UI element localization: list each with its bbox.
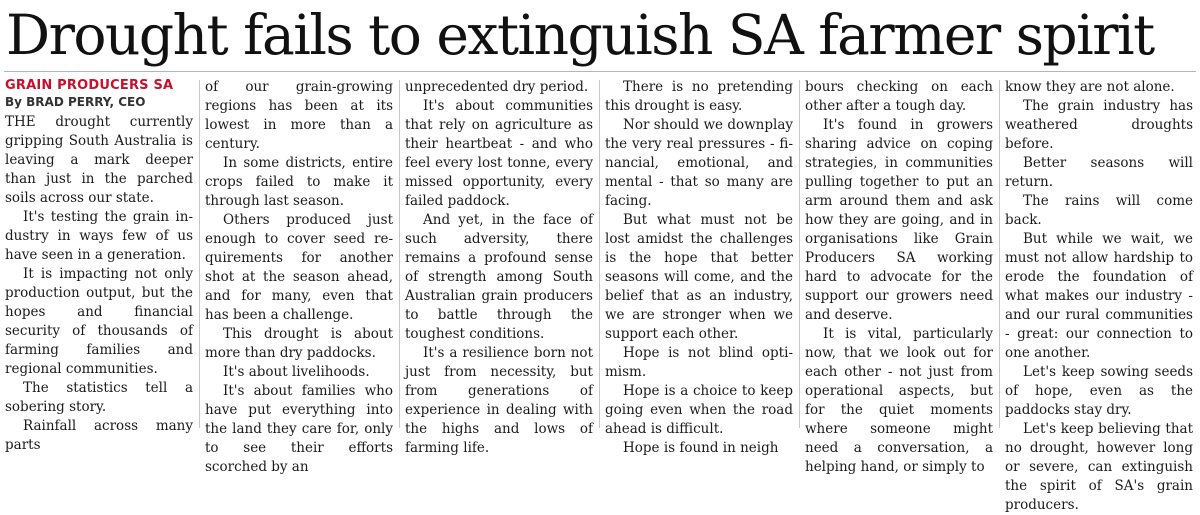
section-kicker: GRAIN PRODUCERS SA xyxy=(5,78,174,93)
paragraph: This drought is about more than dry paddocks. xyxy=(205,326,393,361)
paragraph: bours checking on each other after a tough day. xyxy=(805,79,993,114)
paragraph: In some districts, entire crops failed to make it through last season. xyxy=(205,155,393,209)
paragraph: The rains will come back. xyxy=(1005,193,1193,228)
headline: Drought fails to extinguish SA farmer spirit xyxy=(6,3,1154,67)
paragraph: THE drought currently gripping South Australia is leaving a mark deeper than just in the parched soils across our state. xyxy=(5,114,193,206)
paragraph: It's testing the grain industry in ways few of us have seen in a generation. xyxy=(5,209,193,263)
byline: By BRAD PERRY, CEO xyxy=(5,95,146,109)
article-column-4 xyxy=(605,78,793,458)
paragraph: But what must not be lost amidst the challenges is the hope that better seasons will come, and the belief that as an industry, we are stronger when we support each other. xyxy=(605,212,793,342)
column-divider xyxy=(399,80,400,428)
paragraph: It's found in growers sharing advice on coping strategies, in communities pulling together to put an arm around them and ask how they are going, and in organisations like Grain Producers SA working hard to advocate for the support our growers need and deserve. xyxy=(805,117,993,323)
paragraph: The grain industry has weathered droughts before. xyxy=(1005,98,1193,152)
article-column-2 xyxy=(205,78,393,477)
paragraph: The statistics tell a sobering story. xyxy=(5,380,193,415)
column-divider xyxy=(199,80,200,428)
paragraph: It's a resilience born not just from necessity, but from generations of experience in dealing with the highs and lows of farming life. xyxy=(405,345,593,456)
paragraph: Let's keep sowing seeds of hope, even as the paddocks stay dry. xyxy=(1005,364,1193,418)
paragraph: It is impacting not only production output, but the hopes and financial security of thousands of farming families and regional communities. xyxy=(5,266,193,377)
paragraph: Others produced just enough to cover seed requirements for another shot at the season ahead, and for many, even that has been a challenge. xyxy=(205,212,393,323)
paragraph: It is vital, particularly now, that we look out for each other - not just from operational aspects, but for the quiet moments where someone might need a conversation, a helping hand, or simply to xyxy=(805,326,993,475)
paragraph: But while we wait, we must not allow hardship to erode the foundation of what makes our industry - and our rural communities - great: our connection to one another. xyxy=(1005,231,1193,361)
article-column-1 xyxy=(5,78,193,455)
paragraph: Better seasons will return. xyxy=(1005,155,1193,190)
paragraph: Nor should we downplay the very real pressures - financial, emotional, and mental - that so many are facing. xyxy=(605,117,793,209)
paragraph: Let's keep believing that no drought, however long or severe, can extinguish the spirit of SA's grain producers. xyxy=(1005,421,1193,513)
paragraph: It's about families who have put everything into the land they care for, only to see their efforts scorched by an xyxy=(205,383,393,475)
paragraph: unprecedented dry period. xyxy=(405,79,589,95)
article-column-3 xyxy=(405,78,593,458)
paragraph: It's about communities that rely on agriculture as their heartbeat - and who feel every lost tonne, every missed opportunity, every failed paddock. xyxy=(405,98,593,209)
article-column-5 xyxy=(805,78,993,477)
paragraph: Hope is found in neigh xyxy=(623,440,779,456)
article-column-6 xyxy=(1005,78,1193,515)
column-divider xyxy=(799,80,800,428)
headline-rule xyxy=(4,71,1196,72)
paragraph: It's about livelihoods. xyxy=(223,364,370,380)
paragraph: Hope is not blind optimism. xyxy=(605,345,793,380)
paragraph: of our grain-growing regions has been at its lowest in more than a century. xyxy=(205,79,393,152)
column-divider xyxy=(999,80,1000,428)
paragraph: There is no pretending this drought is easy. xyxy=(605,79,793,114)
paragraph: Hope is a choice to keep going even when the road ahead is difficult. xyxy=(605,383,793,437)
paragraph: And yet, in the face of such adversity, there remains a profound sense of strength among South Australian grain producers to battle through the toughest conditions. xyxy=(405,212,593,342)
paragraph: know they are not alone. xyxy=(1005,79,1175,95)
paragraph: Rainfall across many parts xyxy=(5,418,193,453)
column-divider xyxy=(599,80,600,428)
